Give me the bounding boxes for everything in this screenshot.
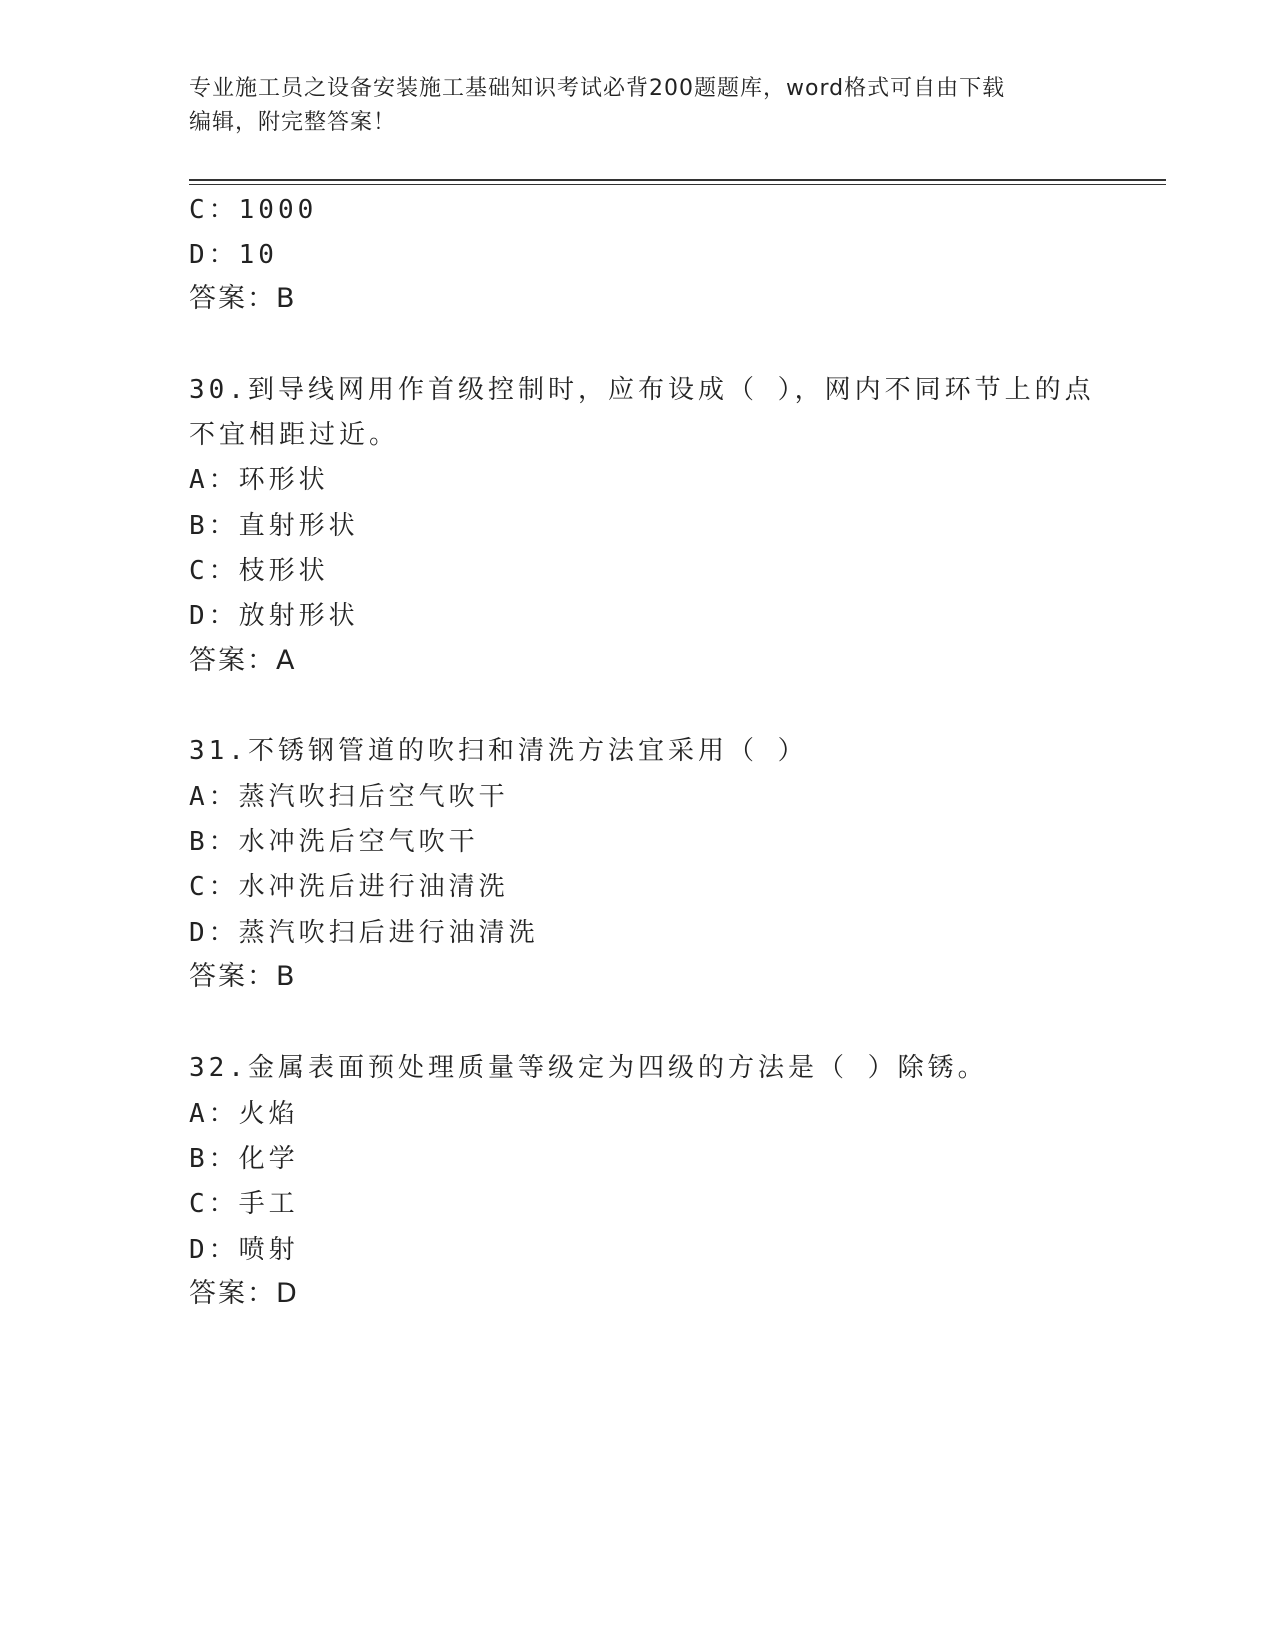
header-divider-thin <box>189 184 1166 185</box>
q29-option-c: C：1000 <box>189 195 318 225</box>
header-divider-thick <box>189 179 1166 181</box>
q31-option-c: C：水冲洗后进行油清洗 <box>189 872 509 902</box>
q31-option-a: A：蒸汽吹扫后空气吹干 <box>189 782 509 812</box>
q32-option-d: D：喷射 <box>189 1235 299 1265</box>
q32-answer: 答案：D <box>189 1278 299 1309</box>
q30-option-d: D：放射形状 <box>189 601 359 631</box>
q30-stem-line-2: 不宜相距过近。 <box>189 420 400 450</box>
document-header <box>189 72 1089 140</box>
q31-option-b: B：水冲洗后空气吹干 <box>189 827 479 857</box>
header-line-2: 编辑，附完整答案！ <box>189 110 397 135</box>
q29-answer: 答案：B <box>189 283 297 314</box>
header-line-1: 专业施工员之设备安装施工基础知识考试必背200题题库，word格式可自由下载 <box>189 76 1006 101</box>
q30-answer: 答案：A <box>189 645 297 676</box>
q32-option-a: A：火焰 <box>189 1099 299 1129</box>
q32-stem: 32.金属表面预处理质量等级定为四级的方法是（ ）除锈。 <box>189 1053 988 1083</box>
q29-option-d: D：10 <box>189 240 278 270</box>
q32-option-c: C：手工 <box>189 1189 299 1219</box>
q31-answer: 答案：B <box>189 961 297 992</box>
q30-option-a: A：环形状 <box>189 465 329 495</box>
q30-option-b: B：直射形状 <box>189 511 359 541</box>
q31-option-d: D：蒸汽吹扫后进行油清洗 <box>189 918 539 948</box>
q30-stem-line-1: 30.到导线网用作首级控制时，应布设成（ ），网内不同环节上的点 <box>189 375 1095 405</box>
q30-option-c: C：枝形状 <box>189 556 329 586</box>
q31-stem: 31.不锈钢管道的吹扫和清洗方法宜采用（ ） <box>189 736 808 766</box>
q32-option-b: B：化学 <box>189 1144 299 1174</box>
